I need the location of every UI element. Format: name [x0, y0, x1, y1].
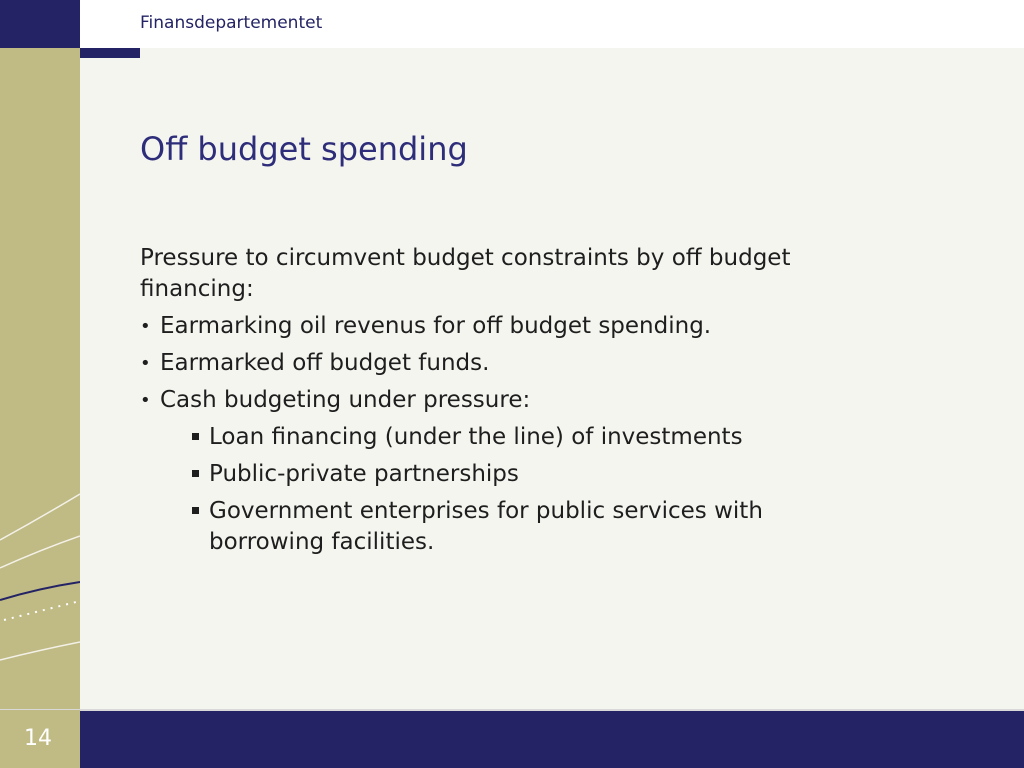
- header-accent: [80, 48, 140, 58]
- bullet-text: Earmarking oil revenus for off budget spending.: [160, 313, 712, 339]
- sidebar-swoosh-graphic: [0, 48, 80, 710]
- corner-block: [0, 0, 80, 48]
- square-bullet-icon: [192, 507, 199, 514]
- bullet-item: [140, 311, 860, 342]
- sub-bullet-text: Loan financing (under the line) of investments: [209, 424, 743, 450]
- square-bullet-icon: [192, 470, 199, 477]
- bullet-dot-icon: •: [140, 353, 151, 374]
- slide-body: [140, 243, 860, 564]
- sub-bullet-item: [192, 422, 849, 453]
- slide-title: Off budget spending: [140, 130, 468, 168]
- bullet-item: [140, 385, 860, 416]
- square-bullet-icon: [192, 433, 199, 440]
- bullet-dot-icon: •: [140, 390, 151, 411]
- intro-text: Pressure to circumvent budget constraints by off budget financing:: [140, 245, 791, 302]
- bullet-text: Cash budgeting under pressure:: [160, 387, 531, 413]
- page-number: 14: [24, 726, 52, 751]
- footer-bar: [80, 711, 1024, 768]
- bullet-dot-icon: •: [140, 316, 151, 337]
- sub-bullet-item: [192, 459, 849, 490]
- sidebar-decoration: [0, 48, 80, 710]
- sub-bullet-text: Government enterprises for public services with borrowing facilities.: [209, 498, 763, 555]
- bullet-text: Earmarked off budget funds.: [160, 350, 490, 376]
- bullet-item: [140, 348, 860, 379]
- sub-bullet-item: [192, 496, 849, 558]
- sub-bullet-text: Public-private partnerships: [209, 461, 519, 487]
- brand-name: Finansdepartementet: [140, 13, 323, 33]
